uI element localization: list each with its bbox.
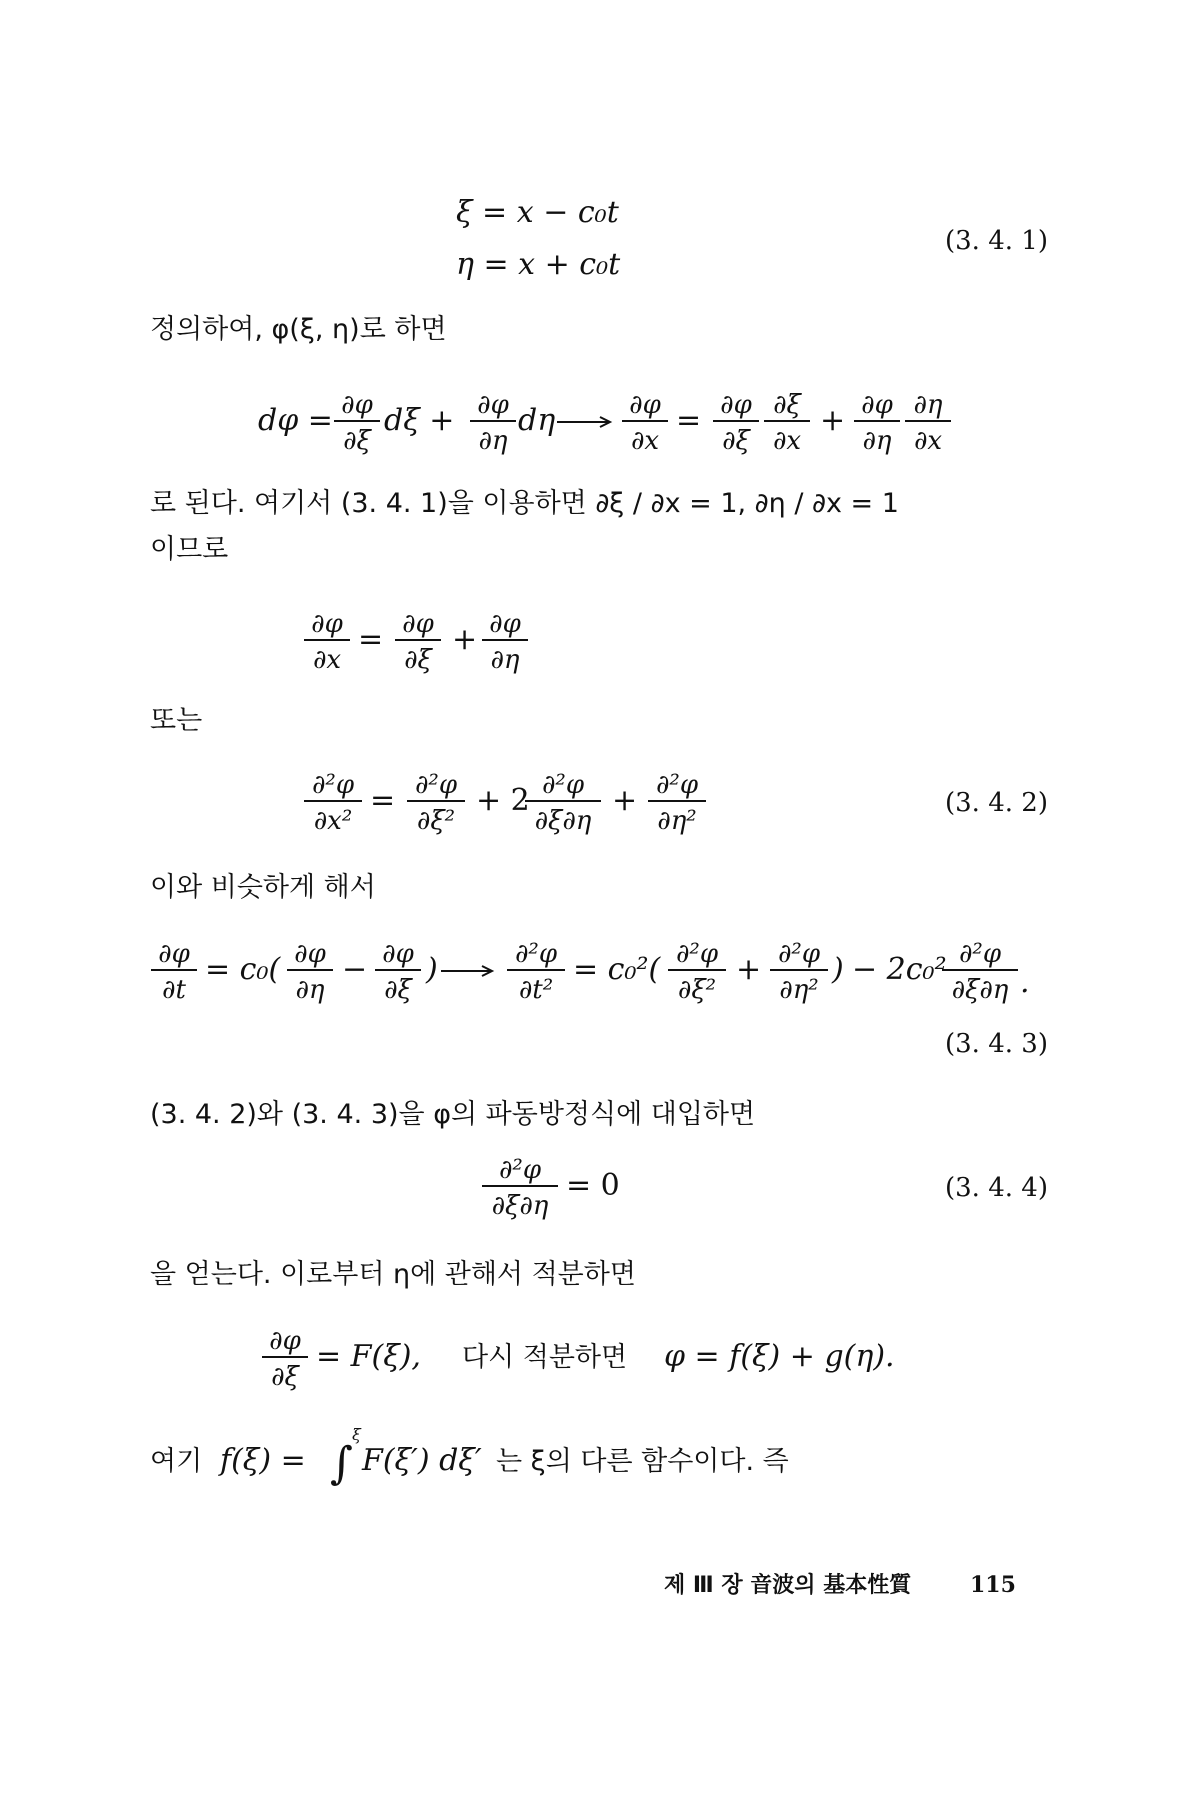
equation-number-3-4-2: (3. 4. 2): [945, 788, 1048, 818]
text-then-line1: 로 된다. 여기서 (3. 4. 1)을 이용하면 ∂ξ / ∂x = 1, ∂η / ∂x = 1: [150, 488, 899, 519]
svg-text:∂x²: ∂x²: [313, 806, 353, 836]
svg-text:ξ: ξ: [352, 1425, 361, 1444]
svg-text:dη: dη: [518, 403, 556, 438]
svg-text:− 2c₀²: − 2c₀²: [852, 952, 947, 987]
equation-chain-rule: [258, 390, 951, 456]
svg-text:∂²φ: ∂²φ: [777, 939, 821, 969]
svg-text:∂²φ: ∂²φ: [514, 939, 558, 969]
svg-text:∂η: ∂η: [913, 390, 943, 420]
svg-text:=: =: [358, 622, 384, 657]
svg-text:∂φ: ∂φ: [158, 939, 190, 969]
svg-text:+: +: [736, 952, 762, 987]
svg-text:= 0: = 0: [566, 1168, 620, 1203]
svg-text:∂φ: ∂φ: [382, 939, 414, 969]
svg-text:∂φ: ∂φ: [311, 609, 343, 639]
svg-text:∂ξ∂η: ∂ξ∂η: [534, 806, 592, 836]
svg-text:∂φ: ∂φ: [402, 609, 434, 639]
equation-first-derivative: [304, 609, 528, 675]
svg-text:∂²φ: ∂²φ: [675, 939, 719, 969]
svg-text:= F(ξ),: = F(ξ),: [316, 1339, 421, 1374]
svg-text:∂η²: ∂η²: [657, 806, 697, 836]
svg-text:∂φ: ∂φ: [477, 390, 509, 420]
svg-text:+ 2: + 2: [476, 783, 530, 818]
svg-text:∂η: ∂η: [478, 426, 508, 456]
svg-text:∂η: ∂η: [490, 645, 520, 675]
svg-text:dφ =: dφ =: [258, 403, 333, 438]
svg-text:∂²φ: ∂²φ: [311, 770, 355, 800]
svg-text:=: =: [370, 783, 396, 818]
svg-text:): ): [426, 952, 438, 987]
svg-text:f(ξ) =: f(ξ) =: [220, 1443, 306, 1478]
text-here-prefix: 여기: [150, 1446, 203, 1477]
svg-text:∂φ: ∂φ: [341, 390, 373, 420]
equation-3-4-3: [151, 939, 1048, 1059]
svg-text:∂²φ: ∂²φ: [655, 770, 699, 800]
svg-text:∂φ: ∂φ: [489, 609, 521, 639]
page-number: 115: [970, 1572, 1016, 1598]
text-substitute: (3. 4. 2)와 (3. 4. 3)을 φ의 파동방정식에 대입하면: [150, 1099, 756, 1130]
svg-text:∂η²: ∂η²: [779, 975, 819, 1005]
svg-text:∂t: ∂t: [162, 975, 186, 1005]
text-similarly: 이와 비슷하게 해서: [150, 872, 376, 903]
svg-text:∂x: ∂x: [312, 645, 342, 675]
svg-text:∂η: ∂η: [295, 975, 325, 1005]
text-define: 정의하여, φ(ξ, η)로 하면: [150, 314, 447, 345]
svg-text:+: +: [452, 622, 478, 657]
text-or: 또는: [150, 705, 203, 736]
svg-text:F(ξ′) dξ′: F(ξ′) dξ′: [362, 1443, 482, 1478]
text-obtain: 을 얻는다. 이로부터 η에 관해서 적분하면: [150, 1259, 636, 1290]
svg-text:∂ξ: ∂ξ: [343, 426, 371, 456]
svg-text:∂ξ: ∂ξ: [722, 426, 750, 456]
svg-text:∂ξ: ∂ξ: [773, 390, 801, 420]
svg-text:∂ξ: ∂ξ: [384, 975, 412, 1005]
svg-text:∂ξ∂η: ∂ξ∂η: [491, 1191, 549, 1221]
svg-text:.: .: [1020, 965, 1030, 1000]
svg-text:=: =: [676, 403, 702, 438]
svg-text:∂x: ∂x: [913, 426, 943, 456]
svg-text:dξ +: dξ +: [384, 403, 455, 438]
svg-text:∂φ: ∂φ: [629, 390, 661, 420]
svg-text:∂ξ∂η: ∂ξ∂η: [951, 975, 1009, 1005]
svg-text:∫: ∫: [330, 1438, 353, 1489]
svg-text:∂x: ∂x: [630, 426, 660, 456]
svg-text:∂²φ: ∂²φ: [958, 939, 1002, 969]
svg-text:= c₀²(: = c₀²(: [573, 952, 661, 987]
svg-text:∂φ: ∂φ: [720, 390, 752, 420]
svg-text:∂x: ∂x: [772, 426, 802, 456]
svg-text:∂ξ²: ∂ξ²: [677, 975, 717, 1005]
equation-integrate: [262, 1326, 895, 1392]
svg-text:= c₀(: = c₀(: [205, 952, 281, 987]
svg-text:∂ξ²: ∂ξ²: [416, 806, 456, 836]
svg-text:): ): [832, 952, 844, 987]
footer-chapter: 제 Ⅲ 장 音波의 基本性質: [664, 1573, 912, 1598]
svg-text:∂φ: ∂φ: [269, 1326, 301, 1356]
text-integrate-again: 다시 적분하면: [462, 1342, 628, 1373]
svg-text:∂ξ: ∂ξ: [271, 1362, 299, 1392]
equation-3-4-4: [482, 1155, 1048, 1221]
svg-text:∂ξ: ∂ξ: [404, 645, 432, 675]
svg-text:−: −: [342, 952, 368, 987]
page-footer: [664, 1572, 1016, 1598]
svg-text:∂²φ: ∂²φ: [414, 770, 458, 800]
svg-text:∂²φ: ∂²φ: [498, 1155, 542, 1185]
svg-text:∂²φ: ∂²φ: [541, 770, 585, 800]
equation-number-3-4-1: (3. 4. 1): [945, 226, 1048, 256]
equation-number-3-4-4: (3. 4. 4): [945, 1173, 1048, 1203]
equation-3-4-1-line2: η = x + c₀t: [456, 247, 621, 282]
equation-3-4-1: [456, 195, 1048, 282]
equation-general-solution: φ = f(ξ) + g(η).: [664, 1339, 895, 1374]
text-then-line2: 이므로: [150, 534, 229, 565]
text-here: [150, 1425, 789, 1489]
equation-3-4-2: [304, 770, 1048, 836]
svg-text:+: +: [820, 403, 846, 438]
svg-text:+: +: [612, 783, 638, 818]
equation-3-4-1-line1: ξ = x − c₀t: [456, 195, 619, 230]
svg-text:∂t²: ∂t²: [518, 975, 554, 1005]
svg-text:∂η: ∂η: [862, 426, 892, 456]
text-here-suffix: 는 ξ의 다른 함수이다. 즉: [496, 1446, 789, 1477]
svg-text:∂φ: ∂φ: [294, 939, 326, 969]
equation-number-3-4-3: (3. 4. 3): [945, 1029, 1048, 1059]
svg-text:∂φ: ∂φ: [861, 390, 893, 420]
